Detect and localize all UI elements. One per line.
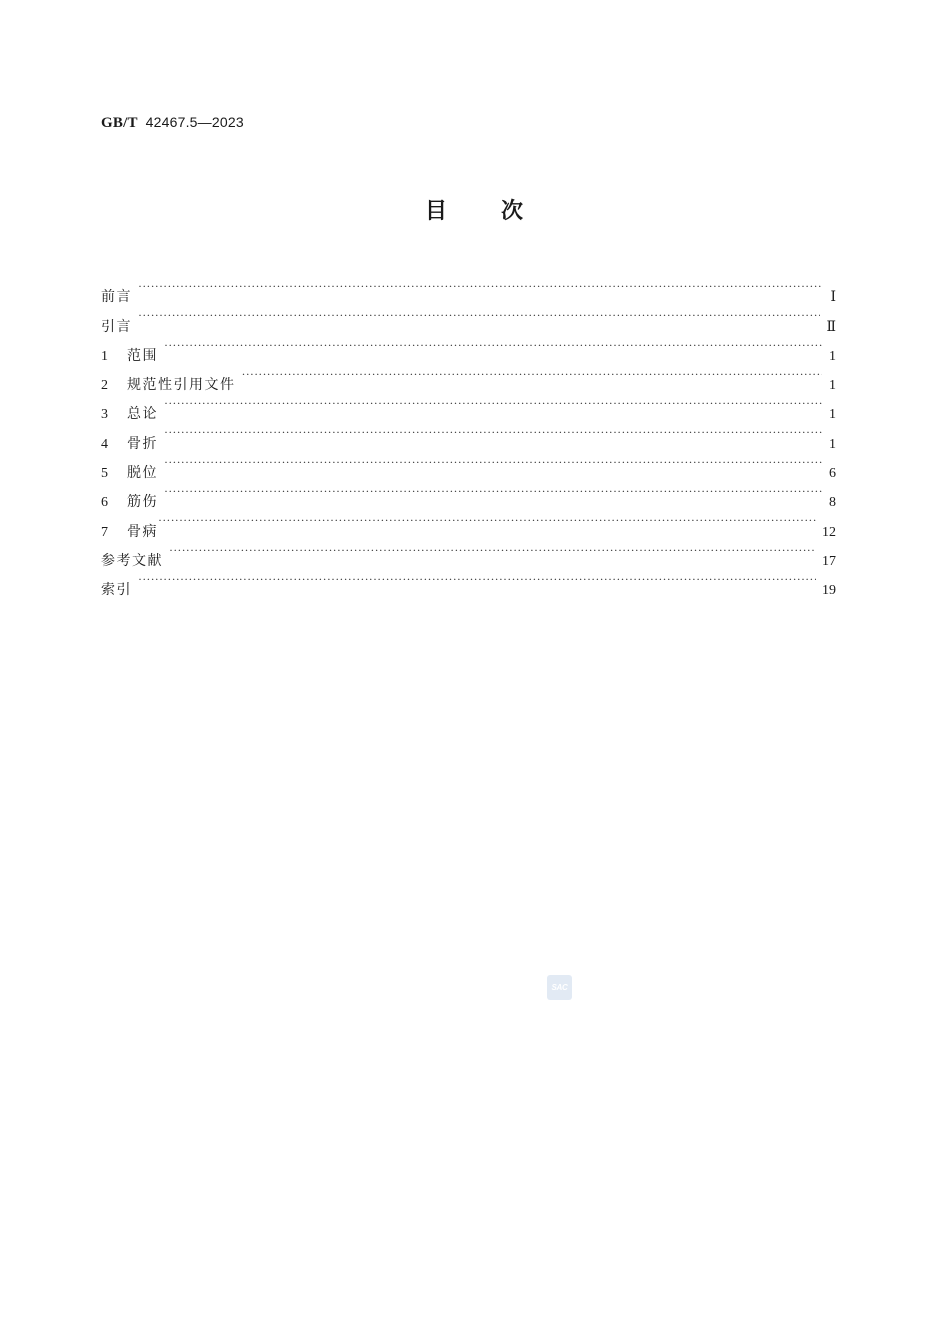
toc-entry-page: 1 [829, 378, 836, 394]
toc-leader-dots [164, 389, 822, 418]
toc-entry-page: 19 [822, 583, 836, 599]
toc-entry-label: 总论 [127, 406, 158, 423]
toc-entry-sinew-injury[interactable] [101, 477, 836, 511]
toc-entry-page: 12 [822, 524, 836, 540]
sac-watermark-text: SAC [551, 983, 568, 992]
toc-entry-page: 8 [829, 495, 836, 511]
toc-entry-bone-disease[interactable] [101, 506, 836, 540]
toc-entry-number: 4 [101, 436, 108, 452]
toc-entry-number: 3 [101, 407, 108, 423]
toc-entry-scope[interactable] [101, 331, 836, 364]
toc-entry-introduction[interactable] [101, 301, 836, 335]
toc-leader-dots [164, 331, 822, 360]
toc-entry-page: 1 [829, 407, 836, 423]
toc-entry-label: 前言 [101, 289, 132, 306]
toc-title [0, 194, 950, 225]
toc-entry-page: 1 [829, 348, 836, 364]
toc-leader-dots [164, 418, 822, 447]
toc-leader-dots [158, 506, 816, 535]
toc-entry-general[interactable] [101, 389, 836, 423]
toc-title-char-1: 目 [424, 199, 449, 224]
toc-leader-dots [138, 272, 822, 301]
toc-entry-label: 规范性引用文件 [127, 377, 236, 394]
toc-entry-fracture[interactable] [101, 418, 836, 452]
toc-entry-page: 6 [829, 466, 836, 482]
toc-entry-dislocation[interactable] [101, 448, 836, 482]
toc-entry-label: 筋伤 [127, 494, 158, 511]
toc-entry-number: 5 [101, 466, 108, 482]
toc-entry-bibliography[interactable] [101, 536, 836, 569]
toc-entry-label: 引言 [101, 318, 132, 335]
toc-entry-label: 骨病 [127, 523, 158, 540]
toc-entry-label: 参考文献 [101, 552, 163, 569]
toc-entry-number: 1 [101, 348, 108, 364]
toc-leader-dots [138, 565, 816, 594]
toc-entry-normative-references[interactable] [101, 360, 836, 394]
toc-entry-label: 索引 [101, 582, 132, 599]
toc-entry-number: 7 [101, 524, 108, 540]
toc-entry-label: 范围 [127, 347, 158, 364]
toc-entry-page: 17 [822, 553, 836, 569]
toc-leader-dots [164, 477, 822, 506]
sac-watermark-logo [547, 975, 572, 1000]
toc-entry-label: 骨折 [127, 435, 158, 452]
toc-entry-number: 2 [101, 378, 108, 394]
toc-entry-foreword[interactable] [101, 272, 836, 306]
toc-entry-page: Ⅱ [826, 319, 836, 335]
toc-entry-page: 1 [829, 436, 836, 452]
toc-list [101, 272, 836, 599]
toc-title-char-2: 次 [501, 199, 526, 224]
toc-leader-dots [164, 448, 822, 477]
standard-code-number: 42467.5—2023 [145, 114, 244, 130]
toc-entry-label: 脱位 [127, 465, 158, 482]
toc-leader-dots [242, 360, 823, 389]
toc-leader-dots [138, 301, 820, 330]
standard-code-prefix: GB/T [101, 115, 138, 131]
standard-code [101, 114, 244, 132]
toc-entry-number: 6 [101, 495, 108, 511]
toc-entry-index[interactable] [101, 565, 836, 599]
toc-leader-dots [169, 536, 816, 565]
toc-entry-page: Ⅰ [830, 290, 836, 306]
